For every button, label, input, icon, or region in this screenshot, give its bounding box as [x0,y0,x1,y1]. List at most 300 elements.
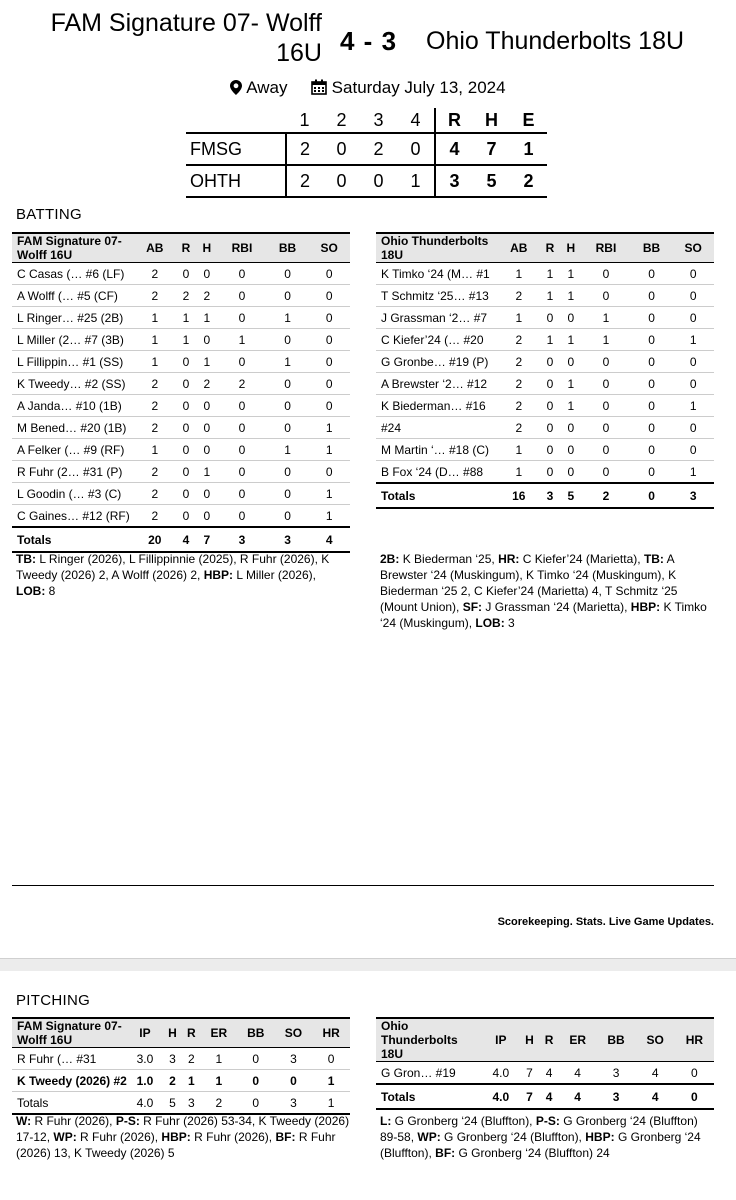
stat-cell: 1 [498,263,540,285]
table-row [376,461,714,484]
stat-cell: 0 [631,263,673,285]
col-header: BB [237,1018,275,1048]
stat-cell: 0 [267,263,309,285]
col-header: SO [636,1018,675,1062]
stat-cell: 2 [498,329,540,351]
table-row [12,483,350,505]
stat-cell: 1 [196,307,217,329]
note-key: HBP: [161,1130,191,1144]
note-text: L Miller (2026), [236,568,316,582]
stat-cell: 3.0 [127,1048,163,1070]
stat-cell: 0 [176,351,197,373]
table-row [376,439,714,461]
totals-row [376,483,714,508]
col-header: RBI [581,233,631,263]
stat-cell: 0 [217,505,267,528]
stat-cell: 0 [308,373,350,395]
stat-cell: 7 [520,1084,540,1109]
col-header: R [176,233,197,263]
inning-cell: 2 [286,165,323,197]
home-team-name: FAM Signature 07- Wolff 16U [50,9,322,67]
table-row [12,505,350,528]
stat-cell: 1 [560,373,581,395]
stat-cell: 2 [134,285,176,307]
stat-cell: 2 [163,1070,182,1092]
stat-cell: 0 [267,395,309,417]
stat-cell: 1 [196,461,217,483]
col-header: IP [127,1018,163,1048]
stat-cell: 0 [581,373,631,395]
stat-cell: 0 [196,439,217,461]
stat-cell: 0 [267,329,309,351]
stat-cell: 0 [581,461,631,484]
stat-cell: 1 [134,329,176,351]
col-header: BB [631,233,673,263]
player-name: R Fuhr (2… #31 (P) [12,461,134,483]
player-name: G Gron… #19 [376,1062,482,1085]
stat-cell: 0 [672,285,714,307]
stat-cell: 0 [672,351,714,373]
col-header: R [182,1018,201,1048]
linescore-table [186,108,547,198]
stat-cell: 2 [134,395,176,417]
runs-cell: 3 [435,165,473,197]
stat-cell: 4 [636,1062,675,1085]
note-key: HBP: [630,600,661,614]
player-name: A Brewster ‘2… #12 [376,373,498,395]
stat-cell: 1 [196,351,217,373]
stat-cell: 0 [631,461,673,484]
stat-cell: 0 [308,461,350,483]
player-name: L Miller (2… #7 (3B) [12,329,134,351]
stat-cell: 1 [308,483,350,505]
inning-cell: 0 [397,133,435,165]
stat-cell: 0 [217,461,267,483]
stat-cell: 3 [275,1048,313,1070]
stat-cell: 0 [176,461,197,483]
stat-cell: 0 [217,439,267,461]
table-row [12,417,350,439]
col-header: R [540,233,561,263]
stat-cell: 4 [539,1084,559,1109]
note-key: TB: [16,552,36,566]
player-name: L Fillippin… #1 (SS) [12,351,134,373]
col-header: SO [672,233,714,263]
stat-cell: 1 [134,307,176,329]
stat-cell: 2 [134,505,176,528]
total-cell: 4 [308,527,350,552]
player-name: #24 [376,417,498,439]
note-text: K Timko ‘24 (Muskingum), [380,600,707,630]
stat-cell: 0 [308,329,350,351]
stat-cell: 2 [176,285,197,307]
col-header: RBI [217,233,267,263]
stat-cell: 0 [308,263,350,285]
col-header: BB [267,233,309,263]
stat-cell: 1 [312,1092,350,1115]
stat-cell: 0 [631,329,673,351]
note-key: LOB: [16,584,46,598]
stat-cell: 0 [217,395,267,417]
inning-cell: 2 [286,133,323,165]
stat-cell: 1 [312,1070,350,1092]
stat-cell: 2 [134,373,176,395]
col-header: SO [275,1018,313,1048]
table-row [376,1084,714,1109]
total-cell: 3 [672,483,714,508]
location-pin-icon [230,78,246,97]
stat-cell: 3 [182,1092,201,1115]
stat-cell: 0 [308,307,350,329]
home-pitching-notes [16,1113,351,1161]
stat-cell: 2 [134,461,176,483]
stat-cell: 1 [672,395,714,417]
player-name: K Timko ‘24 (M… #1 [376,263,498,285]
player-name: M Bened… #20 (1B) [12,417,134,439]
table-row [12,263,350,285]
stat-cell: 0 [672,417,714,439]
note-text: R Fuhr (2026), [34,1114,113,1128]
player-name: K Tweedy (2026) #2 [12,1070,127,1092]
note-key: HBP: [203,568,234,582]
stat-cell: 1 [134,439,176,461]
player-name: B Fox ‘24 (D… #88 [376,461,498,484]
away-batting-table [376,232,714,509]
stat-cell: 0 [560,417,581,439]
note-text: G Gronberg ‘24 (Bluffton), [394,1114,533,1128]
table-row [12,307,350,329]
inning-cell: 2 [360,133,397,165]
stat-cell: 0 [672,373,714,395]
player-name: A Felker (… #9 (RF) [12,439,134,461]
inning-cell: 1 [397,165,435,197]
stat-cell: 4 [539,1062,559,1085]
col-header: H [520,1018,540,1062]
table-row [12,285,350,307]
hits-cell: 7 [473,133,510,165]
stat-cell: 0 [631,395,673,417]
stat-cell: 0 [581,263,631,285]
away-batting-notes [380,551,715,631]
col-header: SO [308,233,350,263]
total-cell: 5 [560,483,581,508]
player-name: J Grassman ‘2… #7 [376,307,498,329]
note-key: BF: [435,1146,456,1160]
col-header: HR [312,1018,350,1048]
stat-cell: 2 [217,373,267,395]
stat-cell: 1 [672,329,714,351]
stat-cell: 0 [540,351,561,373]
stat-cell: 0 [176,483,197,505]
player-name: T Schmitz ‘25… #13 [376,285,498,307]
game-date: Saturday July 13, 2024 [331,78,506,97]
col-header: BB [596,1018,635,1062]
player-name: C Kiefer’24 (… #20 [376,329,498,351]
total-cell: 2 [581,483,631,508]
note-text: K Biederman ‘25, [402,552,495,566]
inning-header: 1 [299,109,310,130]
note-text: 3 [508,616,515,630]
table-row [12,439,350,461]
stat-cell: 0 [540,307,561,329]
stat-cell: 0 [217,483,267,505]
stat-cell: 1 [201,1048,237,1070]
linescore-row [186,133,547,165]
col-header: R [539,1018,559,1062]
stat-cell: 1 [217,329,267,351]
stat-cell: 1 [498,307,540,329]
totals-label: Totals [376,483,498,508]
note-key: P-S: [535,1114,560,1128]
player-name: G Gronbe… #19 (P) [376,351,498,373]
errors-header: E [522,109,535,130]
stat-cell: 2 [196,285,217,307]
section-separator [0,958,736,971]
stat-cell: 0 [560,439,581,461]
col-header: AB [498,233,540,263]
table-row [376,351,714,373]
runs-header: R [435,108,473,133]
stat-cell: 1 [267,307,309,329]
stat-cell: 1 [308,439,350,461]
table-row [12,351,350,373]
stat-cell: 0 [267,461,309,483]
stat-cell: 1.0 [127,1070,163,1092]
stat-cell: 4.0 [127,1092,163,1115]
away-pitching-table [376,1017,714,1110]
stat-cell: 1 [267,351,309,373]
linescore-team: FMSG [186,133,286,165]
batting-section-title: BATTING [16,206,82,223]
stat-cell: 0 [176,373,197,395]
note-text: R Fuhr (2026), [194,1130,273,1144]
stat-cell: 0 [581,439,631,461]
col-header: IP [482,1018,520,1062]
col-header: ER [559,1018,597,1062]
note-key: LOB: [475,616,505,630]
inning-cell: 0 [323,165,360,197]
note-text: R Fuhr (2026) 53-34, K Tweedy (2026) 17-12, [16,1114,350,1144]
table-row [12,1070,350,1092]
stat-cell: 0 [540,417,561,439]
stat-cell: 0 [581,417,631,439]
note-key: W: [16,1114,32,1128]
stat-cell: 1 [498,439,540,461]
stat-cell: 0 [631,285,673,307]
total-cell: 4 [176,527,197,552]
pitching-section-title: PITCHING [16,992,91,1009]
stat-cell: 0 [267,483,309,505]
stat-cell: 2 [498,285,540,307]
table-row [12,329,350,351]
inning-header: 2 [336,109,347,130]
stat-cell: 0 [631,351,673,373]
stat-cell: 1 [308,417,350,439]
total-cell: 0 [631,483,673,508]
stat-cell: 0 [560,461,581,484]
stat-cell: 2 [498,351,540,373]
stat-cell: 0 [217,263,267,285]
stat-cell: 3 [596,1084,635,1109]
note-key: HR: [498,552,520,566]
stat-cell: 0 [267,417,309,439]
stat-cell: 0 [581,395,631,417]
stat-cell: 0 [560,307,581,329]
stat-cell: 1 [540,329,561,351]
player-name: A Janda… #10 (1B) [12,395,134,417]
stat-cell: 3 [275,1092,313,1115]
stat-cell: 0 [308,351,350,373]
stat-cell: 1 [560,263,581,285]
stat-cell: 2 [498,373,540,395]
stat-cell: 0 [540,395,561,417]
stat-cell: 0 [237,1048,275,1070]
table-row [12,373,350,395]
team-header: Ohio Thunderbolts 18U [376,233,498,263]
stat-cell: 2 [134,417,176,439]
stat-cell: 1 [540,263,561,285]
inning-header: 4 [410,109,421,130]
stat-cell: 2 [498,395,540,417]
note-text: A Brewster ‘24 (Muskingum), K Timko ‘24 (Muskingum), K Biederman ‘25 2, C Kiefer’24 (Marietta) 4, T Schmitz ‘25 (Mount Union), [380,552,678,614]
player-name: Totals [376,1084,482,1109]
player-name: L Ringer… #25 (2B) [12,307,134,329]
stat-cell: 0 [581,351,631,373]
stat-cell: 0 [275,1070,313,1092]
stat-cell: 3 [596,1062,635,1085]
stat-cell: 0 [308,395,350,417]
table-row [376,307,714,329]
note-text: G Gronberg ‘24 (Bluffton) 89-58, [380,1114,698,1144]
stat-cell: 2 [498,417,540,439]
note-key: WP: [53,1130,77,1144]
inning-cell: 0 [360,165,397,197]
note-text: G Gronberg ‘24 (Bluffton) 24 [458,1146,610,1160]
stat-cell: 0 [196,263,217,285]
table-row [12,1048,350,1070]
table-row [376,395,714,417]
col-header: ER [201,1018,237,1048]
team-header: Ohio Thunderbolts 18U [376,1018,482,1062]
stat-cell: 0 [672,263,714,285]
table-row [376,285,714,307]
stat-cell: 4.0 [482,1062,520,1085]
stat-cell: 1 [560,329,581,351]
home-pitching-table [12,1017,350,1115]
col-header: H [560,233,581,263]
totals-row [12,527,350,552]
stat-cell: 2 [134,483,176,505]
errors-cell: 2 [510,165,547,197]
stat-cell: 0 [217,417,267,439]
note-key: SF: [462,600,483,614]
total-cell: 16 [498,483,540,508]
stat-cell: 0 [560,351,581,373]
stat-cell: 0 [631,417,673,439]
total-cell: 7 [196,527,217,552]
stat-cell: 1 [581,329,631,351]
stat-cell: 0 [237,1092,275,1115]
stat-cell: 0 [308,285,350,307]
stat-cell: 0 [581,285,631,307]
stat-cell: 2 [196,373,217,395]
player-name: Totals [12,1092,127,1115]
stat-cell: 0 [176,505,197,528]
note-key: TB: [643,552,664,566]
stat-cell: 1 [672,461,714,484]
stat-cell: 5 [163,1092,182,1115]
stat-cell: 1 [267,439,309,461]
final-score: 4 - 3 [340,26,398,56]
stat-cell: 0 [672,439,714,461]
divider [12,885,714,886]
stat-cell: 2 [182,1048,201,1070]
stat-cell: 1 [498,461,540,484]
stat-cell: 0 [217,307,267,329]
note-text: L Ringer (2026), L Fillippinnie (2025), R Fuhr (2026), K Tweedy (2026) 2, A Wolff (2026) 2, [16,552,330,582]
linescore-row [186,165,547,197]
note-key: P-S: [115,1114,140,1128]
stat-cell: 0 [196,483,217,505]
stat-cell: 1 [182,1070,201,1092]
stat-cell: 1 [201,1070,237,1092]
totals-label: Totals [12,527,134,552]
stat-cell: 0 [196,505,217,528]
stat-cell: 4.0 [482,1084,520,1109]
player-name: C Casas (… #6 (LF) [12,263,134,285]
stat-cell: 0 [176,263,197,285]
errors-cell: 1 [510,133,547,165]
stat-cell: 0 [196,395,217,417]
stat-cell: 0 [217,285,267,307]
stat-cell: 0 [675,1084,714,1109]
stat-cell: 1 [560,285,581,307]
stat-cell: 3 [163,1048,182,1070]
stat-cell: 4 [636,1084,675,1109]
note-text: J Grassman ‘24 (Marietta), [485,600,628,614]
calendar-icon [311,78,332,97]
table-row [376,263,714,285]
player-name: A Wolff (… #5 (CF) [12,285,134,307]
away-pitching-notes [380,1113,715,1161]
inning-header: 3 [373,109,384,130]
linescore-team: OHTH [186,165,286,197]
stat-cell: 0 [631,373,673,395]
note-key: BF: [275,1130,296,1144]
note-key: L: [380,1114,392,1128]
col-header: H [196,233,217,263]
stat-cell: 2 [201,1092,237,1115]
home-batting-table [12,232,350,553]
total-cell: 3 [540,483,561,508]
player-name: K Biederman… #16 [376,395,498,417]
player-name: C Gaines… #12 (RF) [12,505,134,528]
game-meta [0,78,736,98]
hits-cell: 5 [473,165,510,197]
team-header: FAM Signature 07- Wolff 16U [12,1018,127,1048]
col-header: H [163,1018,182,1048]
location-label: Away [246,78,288,97]
table-row [376,373,714,395]
total-cell: 3 [267,527,309,552]
stat-cell: 0 [217,351,267,373]
stat-cell: 1 [560,395,581,417]
player-name: L Goodin (… #3 (C) [12,483,134,505]
stat-cell: 0 [672,307,714,329]
table-row [376,417,714,439]
stat-cell: 0 [196,329,217,351]
total-cell: 3 [217,527,267,552]
